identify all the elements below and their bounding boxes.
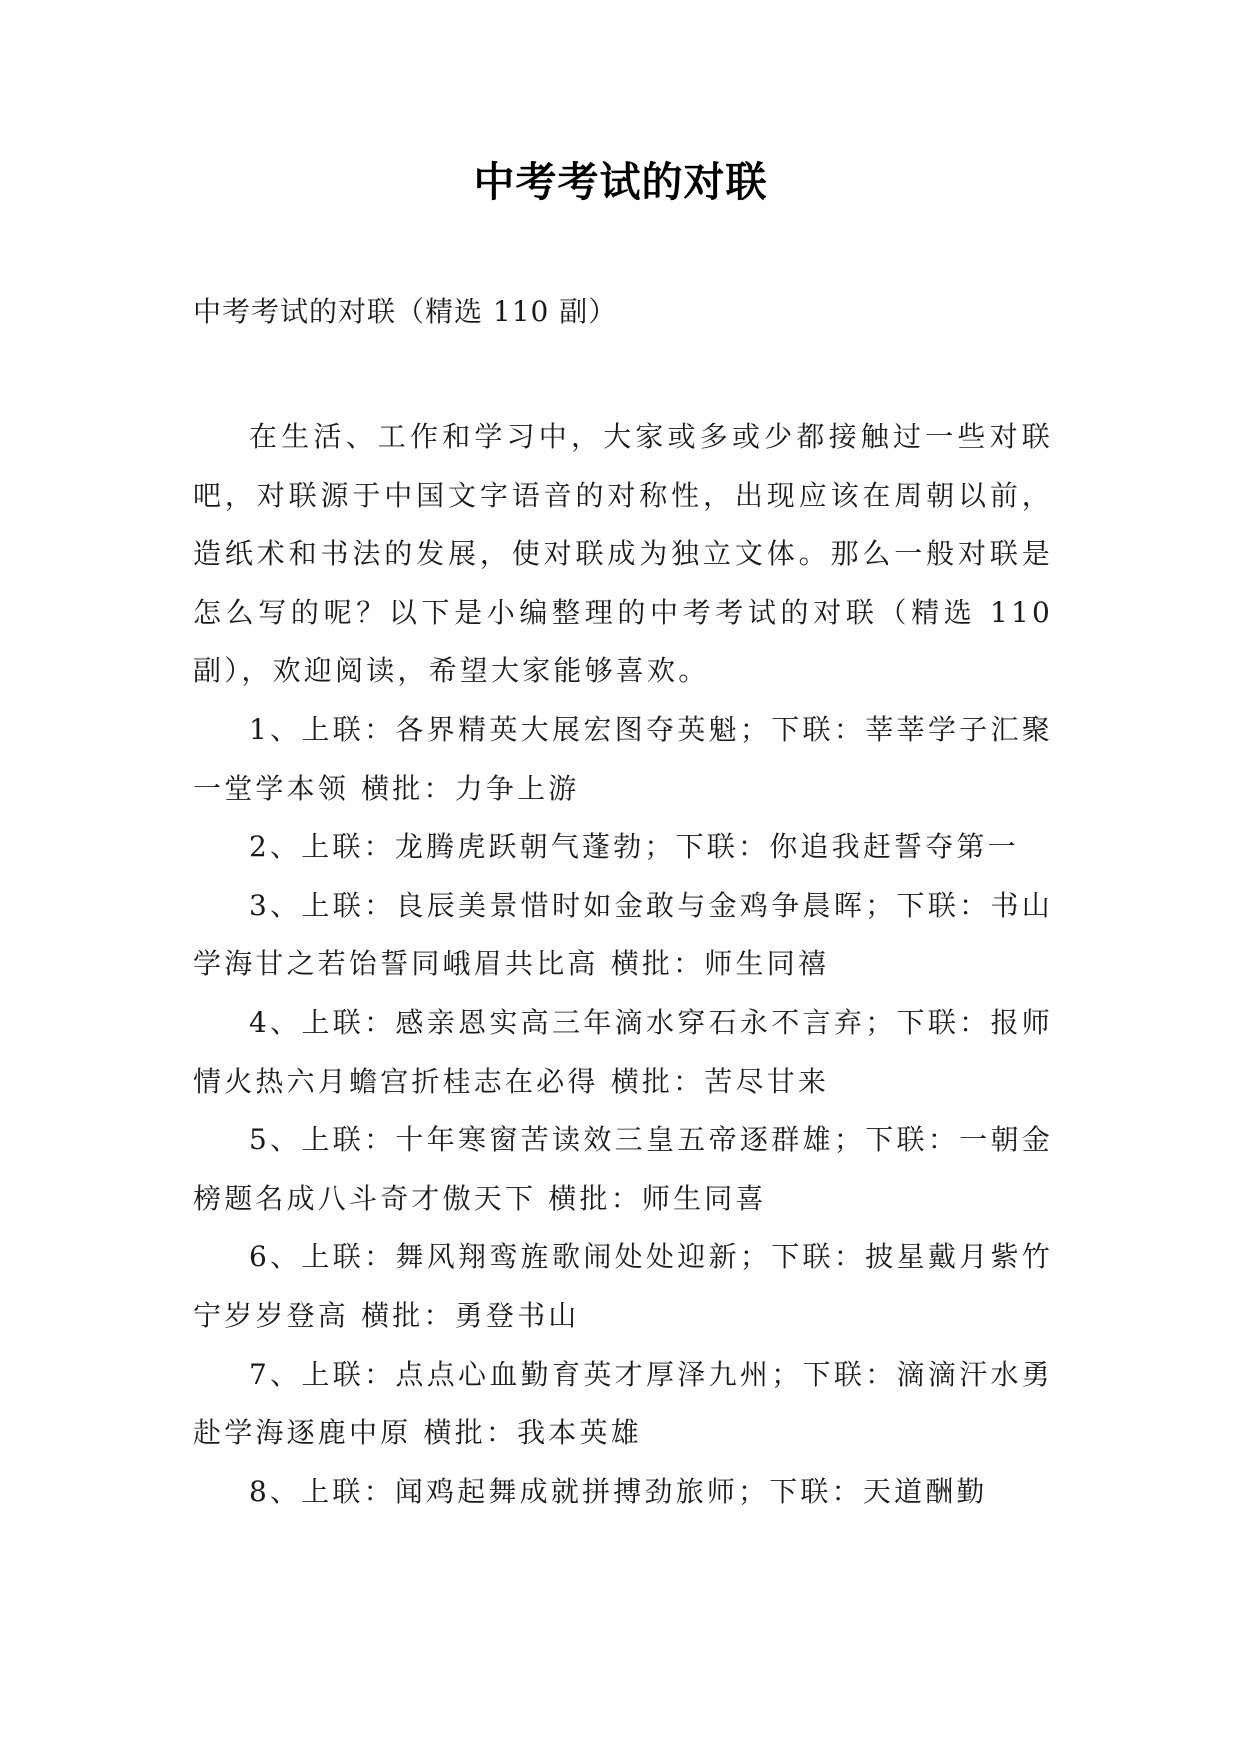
couplet-item: 1、上联：各界精英大展宏图夺英魁；下联：莘莘学子汇聚一堂学本领 横批：力争上游	[193, 712, 1053, 805]
couplet-item: 7、上联：点点心血勤育英才厚泽九州；下联：滴滴汗水勇赴学海逐鹿中原 横批：我本英雄	[193, 1357, 1053, 1450]
document-body	[193, 408, 1053, 1521]
couplet-item: 5、上联：十年寒窗苦读效三皇五帝逐群雄；下联：一朝金榜题名成八斗奇才傲天下 横批：师生同喜	[193, 1123, 1053, 1215]
couplet-item: 6、上联：舞风翔鸾旌歌闹处处迎新；下联：披星戴月紫竹宁岁岁登高 横批：勇登书山	[193, 1240, 1053, 1332]
couplet-item: 3、上联：良辰美景惜时如金敢与金鸡争晨晖；下联：书山学海甘之若饴誓同峨眉共比高 横批：师生同禧	[193, 888, 1053, 981]
page-subtitle: 中考考试的对联（精选 110 副）	[193, 295, 618, 328]
couplet-item: 2、上联：龙腾虎跃朝气蓬勃；下联：你追我赶誓夺第一	[249, 830, 1019, 864]
page-title: 中考考试的对联	[473, 158, 768, 206]
couplet-item: 4、上联：感亲恩实高三年滴水穿石永不言弃；下联：报师情火热六月蟾宫折桂志在必得 横批：苦尽甘来	[193, 1005, 1053, 1098]
couplet-item: 8、上联：闻鸡起舞成就拼搏劲旅师；下联：天道酬勤	[249, 1474, 988, 1508]
intro-paragraph: 在生活、工作和学习中，大家或多或少都接触过一些对联吧，对联源于中国文字语音的对称性，出现应该在周朝以前，造纸术和书法的发展，使对联成为独立文体。那么一般对联是怎么写的呢？以下是小编整理的中考考试的对联（精选 110 副），欢迎阅读，希望大家能够喜欢。	[193, 420, 1053, 688]
